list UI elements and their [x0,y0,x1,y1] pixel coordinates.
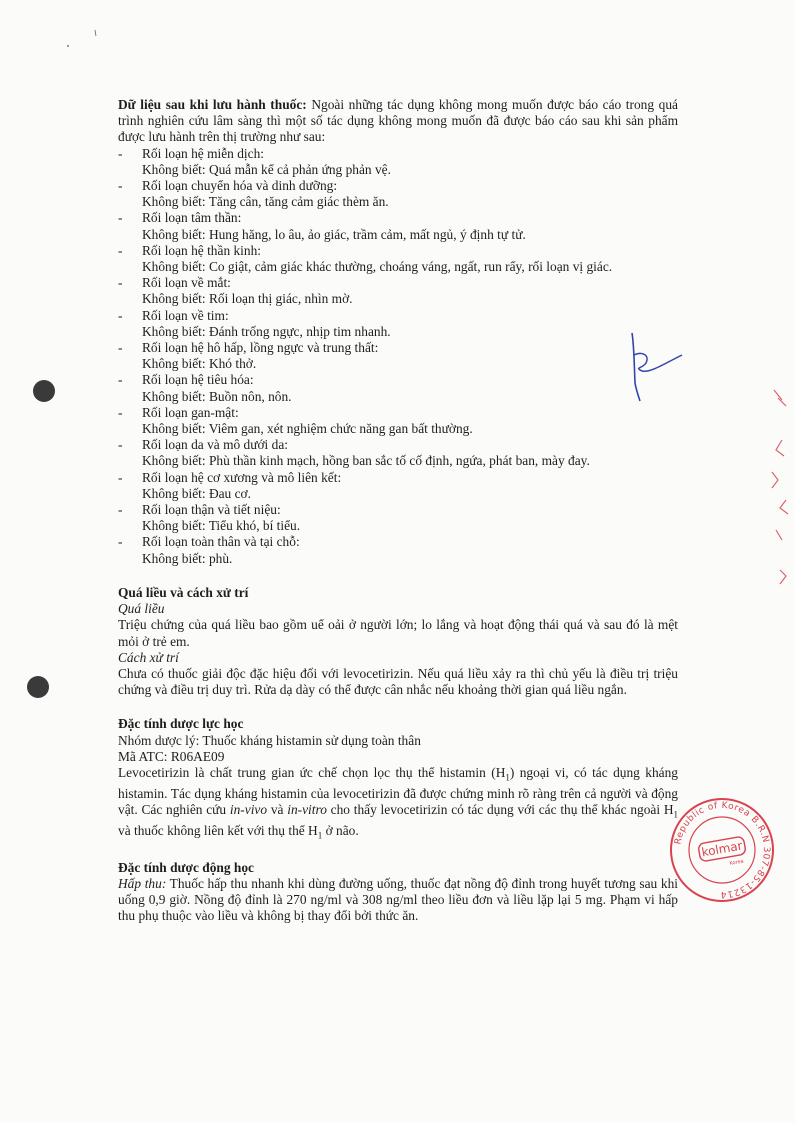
adverse-effect-group: Rối loạn chuyển hóa và dinh dưỡng: [142,178,338,194]
bullet-dash: - [118,178,123,194]
adverse-effect-item [118,340,678,372]
bullet-dash: - [118,307,123,323]
stamp-logo: kolmar [700,838,744,860]
kolmar-stamp [668,796,776,904]
document-body [118,97,678,925]
punch-hole-bottom [27,676,49,698]
bullet-dash: - [118,437,123,453]
edge-stamp-fragment [752,380,792,620]
pharmacodynamics-text: Levocetirizin là chất trung gian ức chế chọn lọc thụ thể histamin $(H_1)$ ngoại vi, có tác dụng kháng histamin. Tác dụng kháng histamin của levocetirizin đã được chứng minh rõ ràng trên cả người và động vật. Các nghiên cứu in-vivo và in-vitro cho thấy levocetirizin có tác dụng với các thụ thể khác ngoài $H_1$ và thuốc không liên kết với thụ thể $H_1$ ở não. [118,764,679,841]
adverse-effect-detail: Không biết: Tăng cân, tăng cảm giác thèm ăn. [142,194,389,210]
adverse-effect-group: Rối loạn toàn thân và tại chỗ: [142,534,300,550]
bullet-dash: - [118,210,123,226]
bullet-dash: - [118,340,123,356]
pharmacokinetics-title: Đặc tính dược động học [118,859,254,875]
treatment-text: Chưa có thuốc giải độc đặc hiệu đối với levocetirizin. Nếu quá liều xảy ra thì chủ yếu là điều trị triệu chứng và điều trị duy trì. Rửa dạ dày có thể được cân nhắc nếu khoảng thời gian quá liều ngắn. [118,665,678,698]
adverse-effect-group: Rối loạn tâm thần: [142,210,242,226]
post-marketing-text: Ngoài những tác dụng không mong muốn được báo cáo trong quá trình nghiên cứu lâm sàng thì một số tác dụng không mong muốn đã được báo cáo sau khi sản phẩm được lưu hành trên thị trường như sau: [118,97,678,145]
adverse-effect-detail: Không biết: Buồn nôn, nôn. [142,388,292,404]
adverse-effect-item [118,437,678,469]
absorption-label: Hấp thu: [118,875,167,891]
post-marketing-heading: Dữ liệu sau khi lưu hành thuốc: [118,97,307,112]
adverse-effect-item [118,146,678,178]
adverse-effect-detail: Không biết: Đánh trống ngực, nhịp tim nhanh. [142,323,391,339]
handwritten-signature [620,325,690,405]
bullet-dash: - [118,534,123,550]
adverse-effect-item [118,372,678,404]
bullet-dash: - [118,502,123,518]
atc-code: Mã ATC: R06AE09 [118,748,225,764]
adverse-effect-item [118,534,678,566]
adverse-effect-detail: Không biết: Đau cơ. [142,485,251,501]
adverse-effect-detail: Không biết: Quá mẫn kể cả phản ứng phản vệ. [142,161,391,177]
overdose-text: Triệu chứng của quá liều bao gồm uể oải ở người lớn; lo lắng và hoạt động thái quá và sau đó là mệt mỏi ở trẻ em. [118,617,678,649]
adverse-effect-group: Rối loạn hệ thần kinh: [142,242,262,258]
overdose-title: Quá liều và cách xử trí [118,584,249,600]
adverse-effect-detail: Không biết: Hung hăng, lo âu, ảo giác, trầm cảm, mất ngủ, ý định tự tử. [142,226,526,242]
adverse-effect-group: Rối loạn da và mô dưới da: [142,437,288,453]
pharmacological-group: Nhóm dược lý: Thuốc kháng histamin sử dụng toàn thân [118,732,421,748]
bullet-dash: - [118,275,123,291]
adverse-effect-item [118,405,678,437]
pharmacodynamics-title: Đặc tính dược lực học [118,716,244,732]
adverse-effect-detail: Không biết: Khó thở. [142,356,257,372]
adverse-effect-group: Rối loạn gan-mật: [142,404,239,420]
adverse-effect-item [118,243,678,275]
adverse-effect-group: Rối loạn hệ hô hấp, lồng ngực và trung thất: [142,340,379,356]
bullet-dash: - [118,372,123,388]
bullet-dash: - [118,145,123,161]
adverse-effect-group: Rối loạn hệ tiêu hóa: [142,372,254,388]
adverse-effect-group: Rối loạn thận và tiết niệu: [142,502,281,518]
adverse-effect-detail: Không biết: Tiểu khó, bí tiểu. [142,518,301,534]
adverse-effect-detail: Không biết: Phù thần kinh mạch, hồng ban sắc tố cố định, ngứa, phát ban, mày đay. [142,453,590,469]
adverse-effect-item [118,210,678,242]
adverse-effect-group: Rối loạn về tim: [142,307,229,323]
adverse-effect-item [118,502,678,534]
adverse-effect-item [118,470,678,502]
bullet-dash: - [118,404,123,420]
adverse-effect-detail: Không biết: Co giật, cảm giác khác thường, choáng váng, ngất, run rẩy, rối loạn vị giác. [142,259,613,275]
adverse-effect-item [118,178,678,210]
adverse-effects-list [118,146,678,567]
stamp-small-text: Korea [729,858,745,867]
bullet-dash: - [118,242,123,258]
overdose-subtitle: Quá liều [118,601,165,617]
adverse-effect-group: Rối loạn hệ cơ xương và mô liên kết: [142,469,342,485]
adverse-effect-item [118,308,678,340]
post-marketing-paragraph [118,97,678,146]
adverse-effect-group: Rối loạn hệ miễn dịch: [142,145,264,161]
treatment-subtitle: Cách xử trí [118,649,179,665]
scan-marks [60,18,120,58]
stamp-ring-text: Republic of Korea B.R.N 307-85-13214 [673,800,772,900]
adverse-effect-group: Rối loạn về mắt: [142,275,231,291]
absorption-text: Hấp thu: Thuốc hấp thu nhanh khi dùng đường uống, thuốc đạt nồng độ đỉnh trong huyết tương sau khi uống 0,9 giờ. Nồng độ đỉnh là 270 ng/ml và 308 ng/ml theo liều đơn và liều lặp lại 5 mg. Phạm vi hấp thu phụ thuộc vào liều và không bị thay đổi bởi thức ăn. [118,875,678,924]
adverse-effect-detail: Không biết: Rối loạn thị giác, nhìn mờ. [142,291,353,307]
bullet-dash: - [118,469,123,485]
adverse-effect-item [118,275,678,307]
adverse-effect-detail: Không biết: phù. [142,550,233,566]
adverse-effect-detail: Không biết: Viêm gan, xét nghiệm chức năng gan bất thường. [142,421,473,437]
punch-hole-top [33,380,55,402]
